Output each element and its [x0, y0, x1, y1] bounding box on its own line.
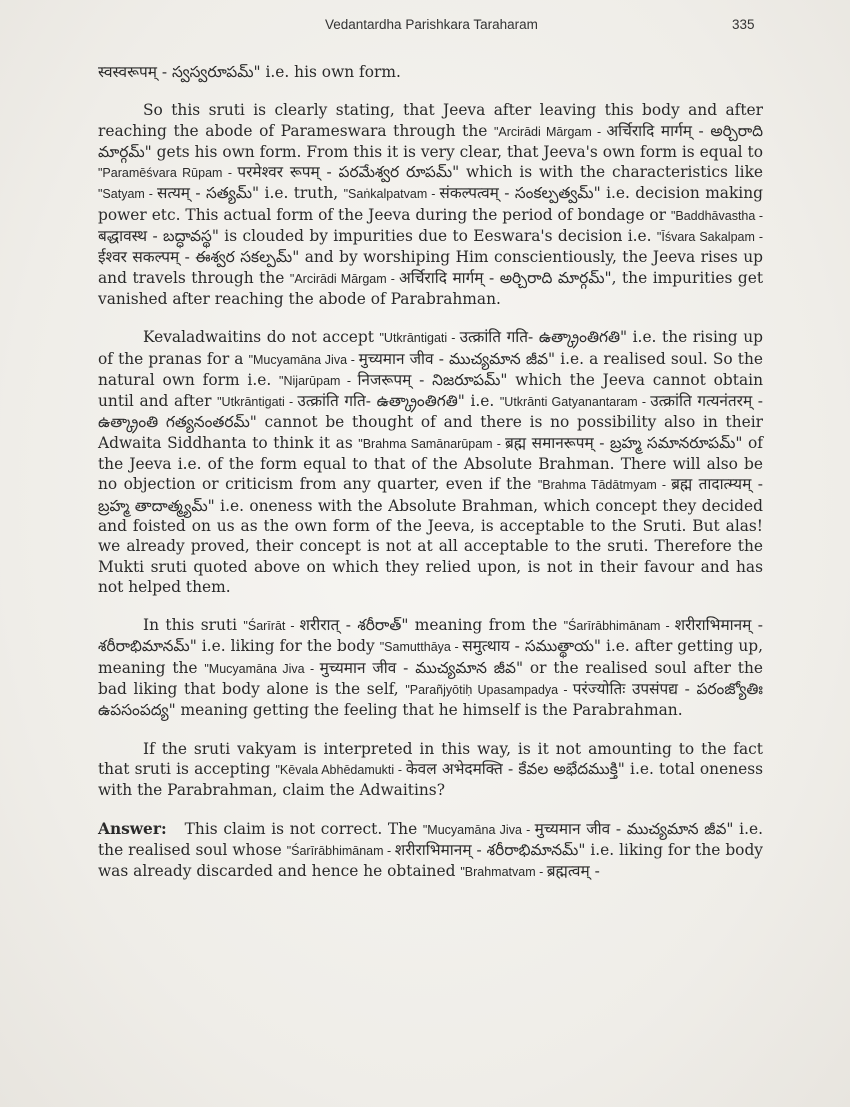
running-header: [0, 17, 850, 39]
answer-text: [98, 820, 763, 881]
text-run: शरीरात् - శరీరాత్" meaning from the: [299, 616, 564, 635]
paragraph-5: [98, 739, 763, 801]
transliteration-run: "Śarīrāt -: [243, 619, 300, 634]
text-run: अर्चिरादि मार्गम् - అర్చిరాది మార్గమ్", the impurities get vanished after reaching the abode of Parabrahman.: [98, 268, 764, 308]
transliteration-run: "Saṅkalpatvam -: [343, 187, 440, 202]
text-run: So this sruti is clearly stating, that Jeeva after leaving this body and after reaching the abode of Parameswara through the: [98, 101, 763, 140]
text-run: संकल्पत्वम् - సంకల్పత్వమ్" i.e. decision making power etc. This actual form of the Jeeva during the period of bondage or: [98, 184, 763, 224]
text-run: परंज्योतिः उपसंपद्य - పరంజ్యోతిః ఉపసంపద్య" meaning getting the feeling that he himself is the Parabrahman.: [98, 680, 763, 720]
text-run: ब्रह्मत्वम् -: [546, 862, 600, 881]
paragraph-1: [98, 62, 763, 82]
transliteration-run: "Paramēśvara Rūpam -: [98, 166, 238, 181]
text-run: ब्रह्म तादात्म्यम् - బ్రహ్మ తాదాత్మ్యమ్" i.e. oneness with the Absolute Brahman, which concept they decided and foisted on us as the own form of the Jeeva, is acceptable to the Sruti. But alas! we already proved, their concept is not at all acceptable to the sruti. Therefore the Mukti sruti quoted above on which they relied upon, is not in their favour and has not helped them.: [98, 475, 763, 596]
paragraph-3: [98, 327, 763, 597]
text-run: ईश्वर सकल्पम् - ఈశ్వర సకల్పమ్" and by worshiping Him conscientiously, the Jeeva rises up and travels through the: [98, 248, 763, 287]
transliteration-run: "Mucyamāna Jiva -: [422, 822, 535, 837]
text-run: उत्क्रांति गत्यनंतरम् - ఉత్క్రాంతి గత్యనంతరమ్" cannot be thought of and there is no possibility also in their Adwaita Siddhanta to think it as: [98, 392, 763, 452]
text-run: मुच्यमान जीव - ముచ్యమాన జీవ" i.e. a realised soul. So the natural own form i.e.: [98, 349, 763, 389]
text-run: ब्रह्म समानरूपम् - బ్రహ్మ సమానరూపమ్" of the Jeeva i.e. of the form equal to that of the Absolute Brahman. There will also be no objection or criticism from any quarter, even if the: [98, 433, 763, 494]
page-number: 335: [732, 17, 755, 32]
text-run: बद्धावस्थ - బద్ధావస్థ" is clouded by impurities due to Eeswara's decision i.e.: [98, 227, 657, 246]
transliteration-run: "Parañjyōtiḥ Upasampadya -: [405, 683, 573, 698]
page-body: [98, 62, 763, 900]
text-run: उत्क्रांति गति- ఉత్క్రాంతిగతి" i.e. the rising up of the pranas for a: [98, 328, 763, 368]
transliteration-run: "Śarīrābhimānam -: [286, 843, 395, 858]
transliteration-run: "Samutthāya -: [379, 640, 463, 655]
transliteration-run: "Brahma Samānarūpam -: [358, 436, 506, 451]
transliteration-run: "Utkrāntigati -: [217, 395, 298, 410]
text-run: शरीराभिमानम् - శరీరాభిమానమ్" i.e. liking for the body: [98, 616, 763, 656]
transliteration-run: "Śarīrābhimānam -: [563, 619, 675, 634]
transliteration-run: "Mucyamāna Jiva -: [248, 352, 359, 367]
transliteration-run: "Utkrāntigati -: [379, 331, 460, 346]
text-run: मुच्यमान जीव - ముచ్యమాన జీవ" i.e. the realised soul whose: [98, 819, 763, 859]
text-run: निजरूपम् - నిజరూపమ్" which the Jeeva cannot obtain until and after: [98, 370, 763, 411]
transliteration-run: "Mucyamāna Jiva -: [204, 661, 320, 676]
answer-paragraph: [98, 819, 763, 883]
transliteration-run: "Satyam -: [98, 187, 157, 202]
text-run: This claim is not correct. The: [184, 819, 423, 838]
text-run: अर्चिरादि मार्गम् - అర్చిరాది మార్గమ్" gets his own form. From this it is very clear, that Jeeva's own form is equal to: [98, 121, 764, 161]
text-run: मुच्यमान जीव - ముచ్యమాన జీవ" or the realised soul after the bad liking that body alone is the self,: [98, 658, 764, 699]
running-title: Vedantardha Parishkara Taraharam: [325, 17, 538, 32]
transliteration-run: "Arcirādi Mārgam -: [493, 124, 607, 139]
text-run: केवल अभेदमक्ति - కేవల అభేదముక్తి" i.e. total oneness with the Parabrahman, claim the Adwaitins?: [98, 759, 764, 800]
paragraph-2: [98, 100, 763, 309]
text-run: परमेश्वर रूपम् - పరమేశ్వర రూపమ్" which is with the characteristics like: [237, 163, 764, 182]
text-run: उत्क्रांति गति- ఉత్క్రాంతిగతి" i.e.: [297, 392, 500, 411]
transliteration-run: "Brahmatvam -: [460, 865, 547, 880]
transliteration-run: "Utkrānti Gatyanantaram -: [499, 395, 651, 410]
transliteration-run: "Baddhāvastha -: [670, 208, 763, 223]
text-run: Kevaladwaitins do not accept: [143, 328, 380, 347]
text-run: शरीराभिमानम् - శరీరాభిమానమ్" i.e. liking for the body was already discarded and hence he obtained: [98, 840, 763, 881]
paragraph-4: [98, 615, 763, 720]
text-run: If the sruti vakyam is interpreted in this way, is it not amounting to the fact that sruti is accepting: [98, 739, 763, 778]
transliteration-run: "Īśvara Sakalpam -: [656, 230, 763, 245]
answer-label: Answer:: [98, 819, 167, 838]
text-run: In this sruti: [143, 616, 244, 635]
text-run: समुत्थाय - సముత్థాయ" i.e. after getting up, meaning the: [98, 637, 763, 677]
transliteration-run: "Nijarūpam -: [279, 373, 358, 388]
transliteration-run: "Brahma Tādātmyam -: [537, 478, 672, 493]
transliteration-run: "Arcirādi Mārgam -: [289, 271, 399, 286]
text-run: सत्यम् - సత్యమ్" i.e. truth,: [156, 184, 344, 203]
text-run: स्वस्वरूपम् - స్వస్వరూపమ్" i.e. his own form.: [98, 63, 401, 81]
transliteration-run: "Kēvala Abhēdamukti -: [275, 762, 406, 777]
